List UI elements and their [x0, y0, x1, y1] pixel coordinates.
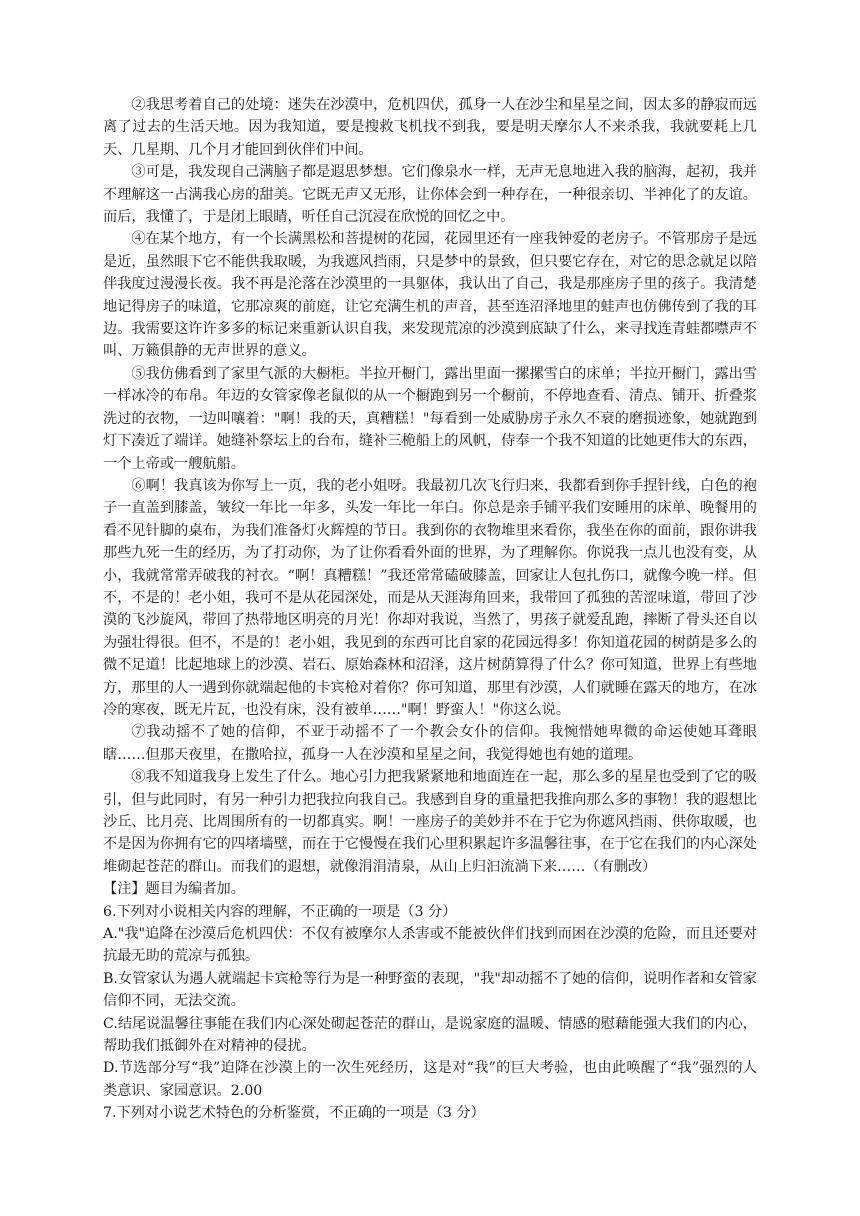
question-7-stem: 7.下列对小说艺术特色的分析鉴赏，不正确的一项是（3 分）	[103, 1105, 485, 1122]
question-6-option-b: B.女管家认为遇人就端起卡宾枪等行为是一种野蛮的表现，"我"却动摇不了她的信仰，说明作者和女管家信仰不同，无法交流。	[103, 970, 757, 1010]
passage-paragraph: ⑥啊！我真该为你写上一页，我的老小姐呀。我最初几次飞行归来，我都看到你手捏针线，白色的袍子一直盖到膝盖，皱纹一年比一年多，头发一年比一年白。你总是亲手铺平我们安睡用的床单、晚餐用的看不见针脚的桌布，为我们准备灯火辉煌的节日。我到你的衣物堆里来看你，我坐在你的面前，跟你讲我那些九死一生的经历，为了打动你，为了让你看看外面的世界，为了理解你。你说我一点儿也没有变，从小，我就常常弄破我的衬衣。“啊！真糟糕！”我还常常磕破膝盖，回家让人包扎伤口，就像今晚一样。但不，不是的！老小姐，我可不是从花园深处，而是从天涯海角回来，我带回了孤独的苦涩味道，带回了沙漠的飞沙旋风，带回了热带地区明亮的月光！你却对我说，当然了，男孩子就爱乱跑，摔断了骨头还自以为强壮得很。但不，不是的！老小姐，我见到的东西可比自家的花园远得多！你知道花园的树荫是多么的微不足道！比起地球上的沙漠、岩石、原始森林和沼泽，这片树荫算得了什么？你可知道，世界上有些地方，那里的人一遇到你就端起他的卡宾枪对着你？你可知道，那里有沙漠，人们就睡在露天的地方，在冰冷的寒夜，既无片瓦，也没有床，没有被单……"啊！野蛮人！"你这么说。	[103, 477, 757, 718]
passage-paragraph: ③可是，我发现自己满脑子都是遐思梦想。它们像泉水一样，无声无息地进入我的脑海，起初，我并不理解这一占满我心房的甜美。它既无声又无形，让你体会到一种存在，一种很亲切、半神化了的友谊。而后，我懂了，于是闭上眼睛，听任自己沉浸在欣悦的回忆之中。	[103, 164, 757, 226]
question-6-option-d: D.节选部分写“我”迫降在沙漠上的一次生死经历，这是对“我”的巨大考验，也由此唤醒了“我”强烈的人类意识、家园意识。2.00	[103, 1060, 757, 1099]
question-6-option-a: A."我"追降在沙漠后危机四伏：不仅有被摩尔人杀害或不能被伙伴们找到而困在沙漠的危险，而且还要对抗最无助的荒凉与孤独。	[103, 926, 757, 965]
question-6-stem: 6.下列对小说相关内容的理解，不正确的一项是（3 分）	[103, 903, 457, 920]
passage-paragraph: ⑤我仿佛看到了家里气派的大橱柜。半拉开橱门，露出里面一摞摞雪白的床单；半拉开橱门，露出雪一样冰冷的布帛。年迈的女管家像老鼠似的从一个橱跑到另一个橱前，不停地查看、清点、铺开、折叠浆洗过的衣物，一边叫嚷着："啊！我的天，真糟糕！"每看到一处威胁房子永久不衰的磨损迹象，她就跑到灯下凑近了端详。她缝补祭坛上的台布，缝补三桅船上的风帆，侍奉一个我不知道的比她更伟大的东西，一个上帝或一艘航船。	[103, 365, 757, 472]
question-6-option-c: C.结尾说温馨往事能在我们内心深处砌起苍茫的群山，是说家庭的温暖、情感的慰藉能强大我们的内心，帮助我们抵御外在对精神的侵扰。	[103, 1015, 757, 1055]
editor-note: 【注】题目为编者加。	[103, 881, 245, 898]
document-page	[103, 94, 757, 1125]
passage-paragraph: ④在某个地方，有一个长满黑松和菩提树的花园，花园里还有一座我钟爱的老房子。不管那房子是远是近，虽然眼下它不能供我取暖，为我遮风挡雨，只是梦中的景致，但只要它存在，对它的思念就足以陪伴我度过漫漫长夜。我不再是沦落在沙漠里的一具躯体，我认出了自己，我是那座房子里的孩子。我清楚地记得房子的味道，它那凉爽的前庭，让它充满生机的声音，甚至连沼泽地里的蛙声也仿佛传到了我的耳边。我需要这许许多多的标记来重新认识自我，来发现荒凉的沙漠到底缺了什么，来寻找连青蛙都噤声不叫、万籁俱静的无声世界的意义。	[103, 231, 757, 360]
passage-paragraph: ⑦我动摇不了她的信仰，不亚于动摇不了一个教会女仆的信仰。我惋惜她卑微的命运使她耳聋眼瞎……但那天夜里，在撒哈拉，孤身一人在沙漠和星星之间，我觉得她也有她的道理。	[103, 724, 757, 763]
passage-paragraph: ⑧我不知道我身上发生了什么。地心引力把我紧紧地和地面连在一起，那么多的星星也受到了它的吸引，但与此同时，有另一种引力把我拉向我自己。我感到自身的重量把我推向那么多的事物！我的遐想比沙丘、比月亮、比周围所有的一切都真实。啊！一座房子的美妙并不在于它为你遮风挡雨、供你取暖，也不是因为你拥有它的四堵墙壁，而在于它慢慢在我们心里积累起许多温馨往事，在于它在我们的内心深处堆砌起苍茫的群山。而我们的遐想，就像涓涓清泉，从山上归汩流淌下来……（有删改）	[103, 769, 757, 875]
passage-paragraph: ②我思考着自己的处境：迷失在沙漠中，危机四伏，孤身一人在沙尘和星星之间，因太多的静寂而远离了过去的生活天地。因为我知道，要是搜救飞机找不到我，要是明天摩尔人不来杀我，我就要耗上几天、几星期、几个月才能回到伙伴们中间。	[103, 97, 757, 158]
